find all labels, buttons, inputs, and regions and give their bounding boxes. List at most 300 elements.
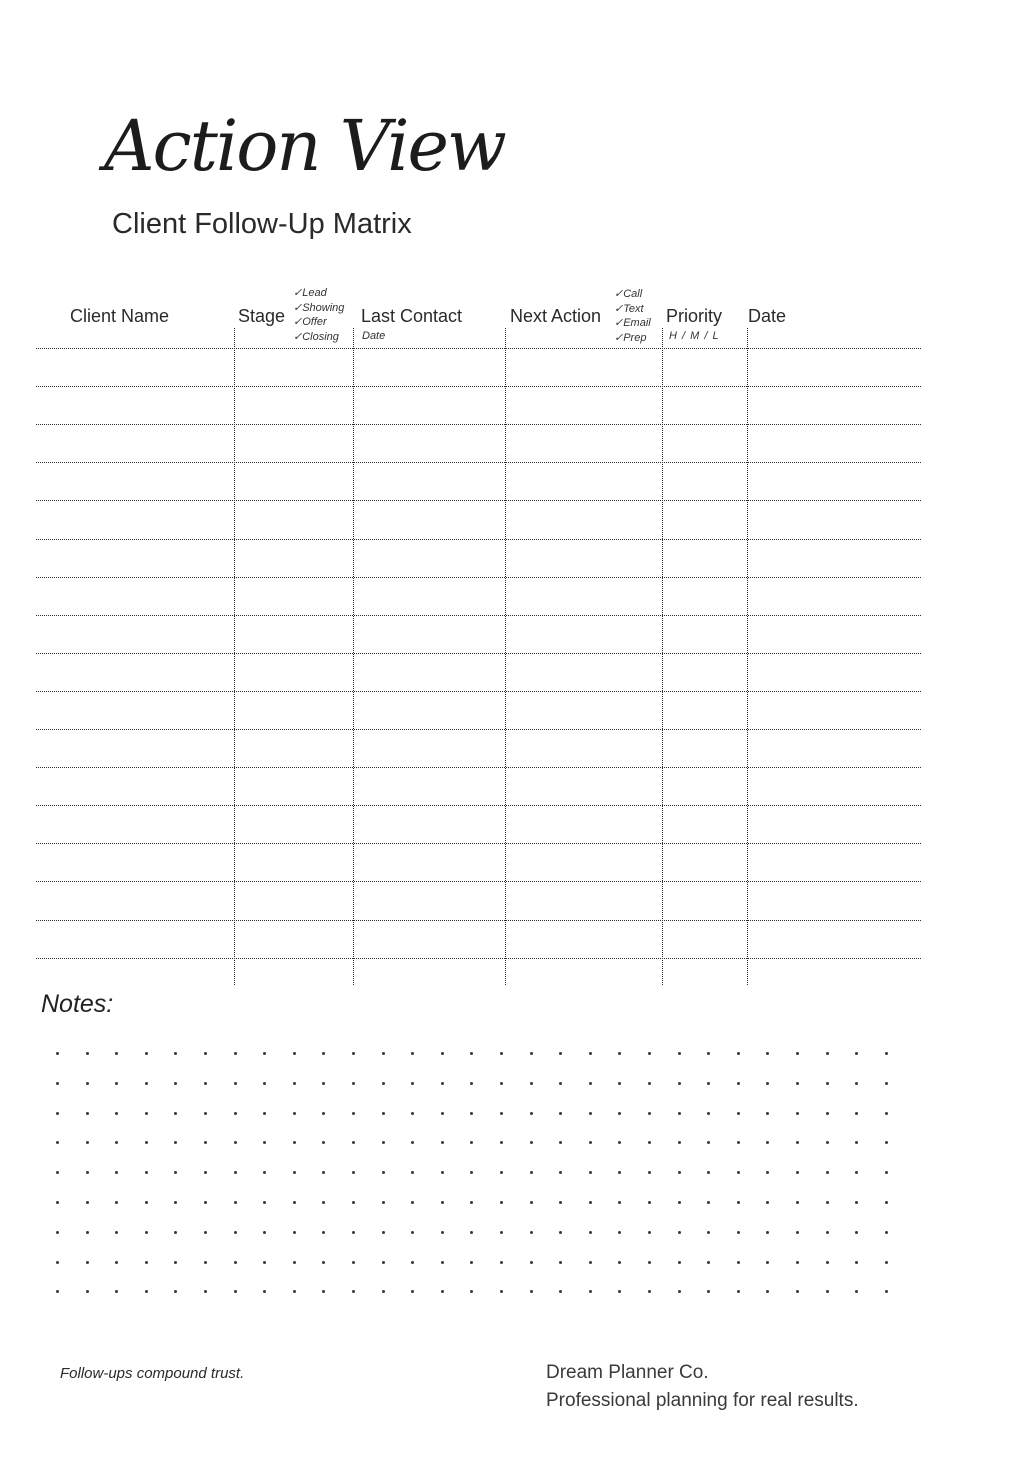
note-dot (530, 1201, 533, 1204)
note-dot (322, 1112, 325, 1115)
note-dot (826, 1261, 829, 1264)
note-dot (500, 1261, 503, 1264)
note-dot (530, 1171, 533, 1174)
stage-option: ✓Showing (293, 301, 345, 314)
note-dot (589, 1201, 592, 1204)
last-contact-hint: Date (362, 330, 386, 342)
note-dot (766, 1052, 769, 1055)
note-dot (855, 1290, 858, 1293)
note-dot (204, 1112, 207, 1115)
note-dot (618, 1231, 621, 1234)
stage-option: ✓Lead (293, 287, 327, 299)
note-dot (56, 1290, 59, 1293)
note-dot (382, 1141, 385, 1144)
note-dot (885, 1052, 888, 1055)
note-dot (648, 1052, 651, 1055)
note-dot (204, 1231, 207, 1234)
note-dot (530, 1052, 533, 1055)
table-row-rule (36, 958, 921, 959)
table-row-rule (36, 653, 921, 654)
note-dot (234, 1141, 237, 1144)
table-row-rule (36, 767, 921, 768)
note-dot (411, 1290, 414, 1293)
note-dot (411, 1261, 414, 1264)
note-dot (826, 1201, 829, 1204)
note-dot (115, 1112, 118, 1115)
table-row-rule (36, 843, 921, 844)
note-dot (678, 1231, 681, 1234)
table-row-rule (36, 424, 921, 425)
brand-name: Dream Planner Co. (546, 1362, 709, 1383)
priority-hint: H / M / L (669, 330, 720, 342)
note-dot (826, 1231, 829, 1234)
note-dot (855, 1141, 858, 1144)
note-dot (86, 1082, 89, 1085)
column-header-date: Date (748, 306, 787, 326)
note-dot (322, 1231, 325, 1234)
column-separator (353, 328, 354, 985)
note-dot (618, 1112, 621, 1115)
stage-options (293, 286, 344, 344)
note-dot (174, 1290, 177, 1293)
note-dot (855, 1082, 858, 1085)
note-dot (707, 1141, 710, 1144)
note-dot (293, 1112, 296, 1115)
note-dot (766, 1290, 769, 1293)
note-dot (559, 1171, 562, 1174)
note-dot (885, 1112, 888, 1115)
note-dot (885, 1201, 888, 1204)
note-dot (411, 1082, 414, 1085)
note-dot (293, 1082, 296, 1085)
notes-label: Notes: (41, 990, 114, 1018)
column-separator (505, 328, 506, 985)
note-dot (737, 1171, 740, 1174)
note-dot (678, 1201, 681, 1204)
note-dot (559, 1082, 562, 1085)
note-dot (145, 1231, 148, 1234)
note-dot (234, 1261, 237, 1264)
note-dot (293, 1201, 296, 1204)
note-dot (796, 1290, 799, 1293)
note-dot (530, 1112, 533, 1115)
note-dot (589, 1141, 592, 1144)
note-dot (885, 1141, 888, 1144)
note-dot (352, 1112, 355, 1115)
note-dot (293, 1171, 296, 1174)
note-dot (589, 1052, 592, 1055)
note-dot (766, 1141, 769, 1144)
column-header-last-contact: Last Contact (361, 306, 463, 326)
note-dot (737, 1231, 740, 1234)
note-dot (382, 1231, 385, 1234)
column-header-priority: Priority (666, 306, 723, 326)
note-dot (470, 1171, 473, 1174)
note-dot (678, 1261, 681, 1264)
note-dot (766, 1082, 769, 1085)
note-dot (678, 1082, 681, 1085)
note-dot (826, 1141, 829, 1144)
note-dot (174, 1171, 177, 1174)
note-dot (618, 1171, 621, 1174)
column-separator (662, 328, 663, 985)
note-dot (796, 1141, 799, 1144)
note-dot (293, 1052, 296, 1055)
table-row-rule (36, 691, 921, 692)
note-dot (648, 1082, 651, 1085)
footer-tagline: Follow-ups compound trust. (60, 1365, 245, 1382)
stage-option: ✓Offer (293, 316, 327, 329)
note-dot (382, 1082, 385, 1085)
note-dot (648, 1231, 651, 1234)
note-dot (441, 1201, 444, 1204)
note-dot (707, 1052, 710, 1055)
note-dot (115, 1052, 118, 1055)
note-dot (263, 1201, 266, 1204)
note-dot (234, 1201, 237, 1204)
action-option: ✓Email (614, 317, 651, 330)
note-dot (885, 1082, 888, 1085)
note-dot (86, 1290, 89, 1293)
note-dot (796, 1261, 799, 1264)
table-header-rule (36, 348, 921, 349)
note-dot (174, 1141, 177, 1144)
note-dot (411, 1052, 414, 1055)
note-dot (530, 1261, 533, 1264)
note-dot (648, 1171, 651, 1174)
action-option: ✓Prep (614, 331, 647, 344)
table-row-rule (36, 920, 921, 921)
note-dot (263, 1112, 266, 1115)
note-dot (796, 1112, 799, 1115)
note-dot (441, 1171, 444, 1174)
note-dot (86, 1141, 89, 1144)
note-dot (648, 1261, 651, 1264)
note-dot (766, 1112, 769, 1115)
note-dot (352, 1052, 355, 1055)
note-dot (263, 1141, 266, 1144)
note-dot (470, 1290, 473, 1293)
note-dot (145, 1112, 148, 1115)
note-dot (648, 1141, 651, 1144)
column-separator (234, 328, 235, 985)
note-dot (885, 1231, 888, 1234)
note-dot (500, 1201, 503, 1204)
note-dot (796, 1052, 799, 1055)
note-dot (766, 1201, 769, 1204)
note-dot (56, 1112, 59, 1115)
note-dot (796, 1082, 799, 1085)
note-dot (796, 1171, 799, 1174)
note-dot (885, 1290, 888, 1293)
note-dot (559, 1141, 562, 1144)
note-dot (589, 1171, 592, 1174)
note-dot (500, 1082, 503, 1085)
note-dot (174, 1201, 177, 1204)
note-dot (204, 1052, 207, 1055)
note-dot (826, 1112, 829, 1115)
table-row-rule (36, 500, 921, 501)
note-dot (530, 1082, 533, 1085)
note-dot (56, 1171, 59, 1174)
note-dot (115, 1201, 118, 1204)
note-dot (352, 1261, 355, 1264)
note-dot (707, 1231, 710, 1234)
table-row-rule (36, 881, 921, 882)
note-dot (411, 1141, 414, 1144)
note-dot (263, 1052, 266, 1055)
note-dot (174, 1112, 177, 1115)
note-dot (737, 1141, 740, 1144)
note-dot (115, 1171, 118, 1174)
note-dot (737, 1261, 740, 1264)
note-dot (56, 1231, 59, 1234)
note-dot (411, 1231, 414, 1234)
note-dot (234, 1231, 237, 1234)
note-dot (204, 1171, 207, 1174)
note-dot (559, 1290, 562, 1293)
note-dot (293, 1290, 296, 1293)
note-dot (56, 1261, 59, 1264)
note-dot (322, 1141, 325, 1144)
note-dot (855, 1171, 858, 1174)
note-dot (618, 1290, 621, 1293)
note-dot (441, 1052, 444, 1055)
note-dot (115, 1290, 118, 1293)
note-dot (382, 1261, 385, 1264)
page-subtitle: Client Follow-Up Matrix (112, 208, 412, 240)
note-dot (618, 1052, 621, 1055)
note-dot (263, 1231, 266, 1234)
note-dot (707, 1171, 710, 1174)
note-dot (530, 1231, 533, 1234)
brand-block (546, 1359, 859, 1415)
note-dot (382, 1052, 385, 1055)
note-dot (678, 1141, 681, 1144)
note-dot (263, 1261, 266, 1264)
note-dot (145, 1141, 148, 1144)
note-dot (618, 1201, 621, 1204)
note-dot (707, 1201, 710, 1204)
note-dot (204, 1290, 207, 1293)
note-dot (470, 1231, 473, 1234)
note-dot (500, 1141, 503, 1144)
note-dot (382, 1290, 385, 1293)
note-dot (145, 1201, 148, 1204)
note-dot (470, 1261, 473, 1264)
note-dot (352, 1141, 355, 1144)
note-dot (618, 1082, 621, 1085)
table-row-rule (36, 462, 921, 463)
table-row-rule (36, 805, 921, 806)
note-dot (500, 1171, 503, 1174)
note-dot (56, 1052, 59, 1055)
note-dot (796, 1231, 799, 1234)
table-row-rule (36, 386, 921, 387)
note-dot (441, 1082, 444, 1085)
note-dot (322, 1261, 325, 1264)
note-dot (855, 1201, 858, 1204)
column-header-next-action: Next Action (510, 306, 602, 326)
note-dot (855, 1112, 858, 1115)
note-dot (204, 1201, 207, 1204)
note-dot (204, 1261, 207, 1264)
note-dot (737, 1052, 740, 1055)
note-dot (86, 1201, 89, 1204)
note-dot (530, 1290, 533, 1293)
action-options (614, 287, 651, 345)
note-dot (86, 1112, 89, 1115)
note-dot (618, 1261, 621, 1264)
table-row-rule (36, 577, 921, 578)
note-dot (648, 1290, 651, 1293)
note-dot (174, 1261, 177, 1264)
note-dot (441, 1231, 444, 1234)
note-dot (293, 1231, 296, 1234)
note-dot (322, 1201, 325, 1204)
note-dot (559, 1052, 562, 1055)
note-dot (234, 1171, 237, 1174)
note-dot (500, 1290, 503, 1293)
note-dot (322, 1171, 325, 1174)
note-dot (352, 1082, 355, 1085)
note-dot (234, 1052, 237, 1055)
note-dot (382, 1201, 385, 1204)
note-dot (737, 1112, 740, 1115)
note-dot (766, 1171, 769, 1174)
note-dot (145, 1052, 148, 1055)
note-dot (56, 1201, 59, 1204)
action-option: ✓Text (614, 302, 644, 315)
note-dot (855, 1261, 858, 1264)
note-dot (470, 1052, 473, 1055)
page-title: Action View (104, 105, 505, 187)
note-dot (263, 1290, 266, 1293)
note-dot (263, 1171, 266, 1174)
note-dot (174, 1052, 177, 1055)
note-dot (263, 1082, 266, 1085)
note-dot (737, 1201, 740, 1204)
table-row-rule (36, 615, 921, 616)
note-dot (411, 1171, 414, 1174)
note-dot (737, 1082, 740, 1085)
table-row-rule (36, 539, 921, 540)
note-dot (322, 1082, 325, 1085)
note-dot (530, 1141, 533, 1144)
note-dot (352, 1231, 355, 1234)
note-dot (737, 1290, 740, 1293)
table-row-rule (36, 729, 921, 730)
note-dot (648, 1112, 651, 1115)
note-dot (115, 1261, 118, 1264)
note-dot (470, 1082, 473, 1085)
note-dot (86, 1171, 89, 1174)
note-dot (441, 1290, 444, 1293)
note-dot (707, 1112, 710, 1115)
note-dot (411, 1201, 414, 1204)
note-dot (115, 1141, 118, 1144)
note-dot (411, 1112, 414, 1115)
note-dot (766, 1261, 769, 1264)
note-dot (441, 1141, 444, 1144)
note-dot (707, 1290, 710, 1293)
note-dot (441, 1112, 444, 1115)
note-dot (559, 1201, 562, 1204)
note-dot (678, 1290, 681, 1293)
note-dot (86, 1231, 89, 1234)
column-header-stage: Stage (238, 306, 286, 326)
note-dot (293, 1261, 296, 1264)
note-dot (826, 1171, 829, 1174)
note-dot (86, 1261, 89, 1264)
column-header-client-name: Client Name (70, 306, 170, 326)
note-dot (174, 1231, 177, 1234)
note-dot (470, 1112, 473, 1115)
note-dot (322, 1052, 325, 1055)
note-dot (559, 1231, 562, 1234)
note-dot (293, 1141, 296, 1144)
note-dot (589, 1290, 592, 1293)
note-dot (441, 1261, 444, 1264)
note-dot (115, 1231, 118, 1234)
action-option: ✓Call (614, 288, 643, 300)
note-dot (589, 1112, 592, 1115)
note-dot (145, 1261, 148, 1264)
note-dot (707, 1082, 710, 1085)
note-dot (826, 1290, 829, 1293)
note-dot (826, 1082, 829, 1085)
note-dot (678, 1052, 681, 1055)
note-dot (707, 1261, 710, 1264)
note-dot (500, 1052, 503, 1055)
note-dot (174, 1082, 177, 1085)
note-dot (56, 1141, 59, 1144)
note-dot (766, 1231, 769, 1234)
note-dot (678, 1171, 681, 1174)
column-separator (747, 328, 748, 985)
note-dot (678, 1112, 681, 1115)
note-dot (855, 1231, 858, 1234)
note-dot (589, 1261, 592, 1264)
note-dot (145, 1082, 148, 1085)
brand-slogan: Professional planning for real results. (546, 1390, 859, 1411)
note-dot (826, 1052, 829, 1055)
note-dot (382, 1171, 385, 1174)
note-dot (234, 1112, 237, 1115)
note-dot (470, 1201, 473, 1204)
note-dot (204, 1141, 207, 1144)
note-dot (145, 1171, 148, 1174)
note-dot (500, 1112, 503, 1115)
note-dot (559, 1112, 562, 1115)
note-dot (382, 1112, 385, 1115)
note-dot (352, 1290, 355, 1293)
note-dot (115, 1082, 118, 1085)
note-dot (86, 1052, 89, 1055)
note-dot (234, 1082, 237, 1085)
note-dot (500, 1231, 503, 1234)
note-dot (559, 1261, 562, 1264)
note-dot (589, 1082, 592, 1085)
note-dot (322, 1290, 325, 1293)
note-dot (352, 1201, 355, 1204)
note-dot (885, 1171, 888, 1174)
stage-option: ✓Closing (293, 330, 339, 343)
note-dot (648, 1201, 651, 1204)
note-dot (470, 1141, 473, 1144)
note-dot (885, 1261, 888, 1264)
note-dot (204, 1082, 207, 1085)
